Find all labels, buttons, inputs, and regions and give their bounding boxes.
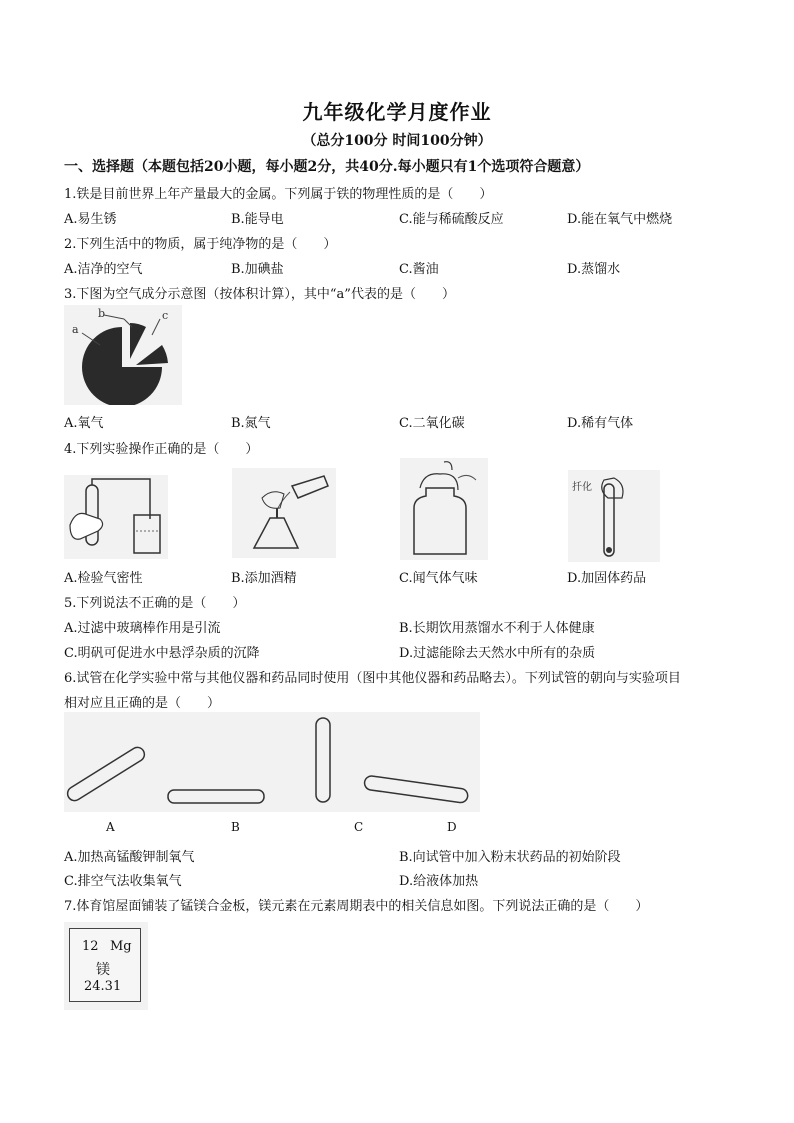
question-7-stem: 7.体育馆屋面铺装了锰镁合金板，镁元素在元素周期表中的相关信息如图。下列说法正确的是（ ） — [64, 899, 649, 914]
element-symbol: Mg — [110, 939, 132, 954]
q5-option-b: B.长期饮用蒸馏水不利于人体健康 — [399, 621, 595, 636]
question-3-stem: 3.下图为空气成分示意图（按体积计算），其中“a”代表的是（ ） — [64, 287, 455, 302]
pie-slice-c — [136, 345, 168, 365]
q6-option-b: B.向试管中加入粉末状药品的初始阶段 — [399, 850, 621, 865]
element-mass: 24.31 — [84, 979, 122, 994]
magnesium-element-card — [64, 922, 148, 1010]
q3-option-d: D.稀有气体 — [567, 416, 634, 431]
page-subtitle: （总分100分 时间100分钟） — [302, 133, 492, 149]
q1-option-d: D.能在氧气中燃烧 — [567, 212, 673, 227]
q5-option-c: C.明矾可促进水中悬浮杂质的沉降 — [64, 646, 260, 661]
tube-label-c: C — [354, 820, 364, 834]
q4-option-b: B.添加酒精 — [231, 571, 297, 586]
q5-option-a: A.过滤中玻璃棒作用是引流 — [64, 621, 221, 636]
q4-option-c: C.闻气体气味 — [399, 571, 478, 586]
add-alcohol-figure — [232, 468, 336, 558]
q1-option-c: C.能与稀硫酸反应 — [399, 212, 504, 227]
q2-option-b: B.加碘盐 — [231, 262, 284, 277]
q1-option-b: B.能导电 — [231, 212, 284, 227]
question-1-stem: 1.铁是目前世界上年产量最大的金属。下列属于铁的物理性质的是（ ） — [64, 187, 493, 202]
section-heading: 一、选择题（本题包括20小题，每小题2分，共40分.每小题只有1个选项符合题意） — [64, 159, 590, 175]
element-number: 12 — [82, 939, 99, 954]
tube-a — [65, 745, 147, 804]
pie-label-b: b — [98, 307, 106, 320]
add-solid-figure — [568, 470, 660, 562]
q2-option-c: C.酱油 — [399, 262, 439, 277]
page-title: 九年级化学月度作业 — [302, 100, 492, 124]
pie-label-c: c — [162, 309, 169, 322]
q6-option-d: D.给液体加热 — [399, 874, 479, 889]
pie-slice-b — [130, 323, 146, 359]
fig-c-label: 扦化 — [572, 482, 592, 493]
q6-option-c: C.排空气法收集氧气 — [64, 874, 182, 889]
smell-gas-figure — [400, 458, 488, 560]
q4-option-d: D.加固体药品 — [567, 571, 647, 586]
q2-option-a: A.洁净的空气 — [64, 262, 143, 277]
element-name: 镁 — [96, 962, 110, 978]
tube-d — [364, 775, 469, 803]
q2-option-d: D.蒸馏水 — [567, 262, 621, 277]
q4-option-a: A.检验气密性 — [64, 571, 143, 586]
pie-label-a: a — [72, 323, 79, 336]
question-6-stem-line1: 6.试管在化学实验中常与其他仪器和药品同时使用（图中其他仪器和药品略去）。下列试管的朝向与实验项目 — [64, 671, 681, 686]
q5-option-d: D.过滤能除去天然水中所有的杂质 — [399, 646, 596, 661]
q6-option-a: A.加热高锰酸钾制氧气 — [64, 850, 195, 865]
tube-b — [168, 790, 264, 803]
question-6-stem-line2: 相对应且正确的是（ ） — [64, 696, 221, 711]
test-tube-orientations-figure — [64, 712, 480, 812]
tube-c — [316, 718, 330, 802]
airtightness-check-figure — [64, 475, 168, 559]
question-2-stem: 2.下列生活中的物质，属于纯净物的是（ ） — [64, 237, 337, 252]
q3-option-c: C.二氧化碳 — [399, 416, 465, 431]
air-composition-pie-figure — [64, 305, 182, 405]
question-4-stem: 4.下列实验操作正确的是（ ） — [64, 442, 259, 457]
tube-label-d: D — [447, 820, 457, 834]
q3-option-b: B.氮气 — [231, 416, 271, 431]
tube-label-b: B — [231, 820, 240, 834]
tube-label-a: A — [106, 820, 115, 834]
question-5-stem: 5.下列说法不正确的是（ ） — [64, 596, 246, 611]
pie-slice-a — [82, 327, 162, 405]
q1-option-a: A.易生锈 — [64, 212, 117, 227]
q3-option-a: A.氧气 — [64, 416, 104, 431]
